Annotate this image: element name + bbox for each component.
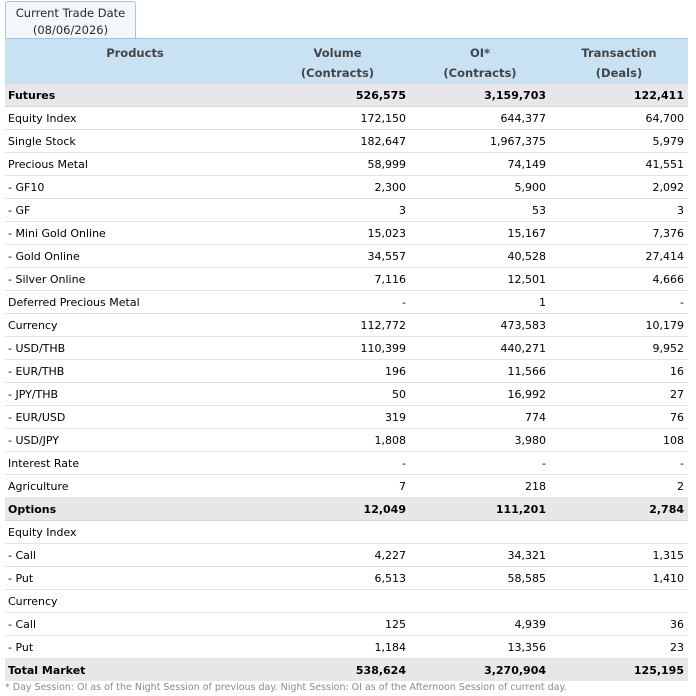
current-trade-date-tab[interactable] xyxy=(5,1,136,38)
volume-cell: 7 xyxy=(265,475,410,498)
oi-cell: 16,992 xyxy=(410,383,550,406)
transaction-cell: 1,410 xyxy=(550,567,688,590)
oi-cell: 34,321 xyxy=(410,544,550,567)
oi-cell: 40,528 xyxy=(410,245,550,268)
table-row xyxy=(5,176,688,199)
volume-cell: 125 xyxy=(265,613,410,636)
transaction-cell: 10,179 xyxy=(550,314,688,337)
header-volume-unit: (Contracts) xyxy=(300,66,375,80)
header-oi-unit: (Contracts) xyxy=(443,66,517,80)
oi-cell: 218 xyxy=(410,475,550,498)
tab-date: (08/06/2026) xyxy=(32,23,109,37)
oi-cell: - xyxy=(410,452,550,475)
transaction-cell: 1,315 xyxy=(550,544,688,567)
volume-cell: - xyxy=(265,291,410,314)
header-oi xyxy=(410,39,550,84)
oi-cell xyxy=(410,590,550,613)
product-cell: Options xyxy=(5,498,265,521)
transaction-cell xyxy=(550,590,688,613)
section-row xyxy=(5,498,688,521)
volume-cell: 3 xyxy=(265,199,410,222)
product-cell: - USD/JPY xyxy=(5,429,265,452)
volume-cell: 112,772 xyxy=(265,314,410,337)
oi-cell xyxy=(410,521,550,544)
volume-cell: 34,557 xyxy=(265,245,410,268)
table-header-row xyxy=(5,39,688,84)
product-cell: Equity Index xyxy=(5,107,265,130)
volume-cell: 196 xyxy=(265,360,410,383)
transaction-cell: 4,666 xyxy=(550,268,688,291)
product-cell: - Mini Gold Online xyxy=(5,222,265,245)
oi-cell: 53 xyxy=(410,199,550,222)
product-cell: Single Stock xyxy=(5,130,265,153)
transaction-cell: 27 xyxy=(550,383,688,406)
table-row xyxy=(5,153,688,176)
volume-cell: 319 xyxy=(265,406,410,429)
table-row xyxy=(5,291,688,314)
table-row xyxy=(5,268,688,291)
transaction-cell: 122,411 xyxy=(550,84,688,107)
table-row xyxy=(5,314,688,337)
table-row xyxy=(5,521,688,544)
oi-cell: 3,270,904 xyxy=(410,659,550,682)
table-row xyxy=(5,199,688,222)
transaction-cell: 2,092 xyxy=(550,176,688,199)
product-cell: - Put xyxy=(5,636,265,659)
transaction-cell: 23 xyxy=(550,636,688,659)
volume-cell: 7,116 xyxy=(265,268,410,291)
header-transaction-unit: (Deals) xyxy=(595,66,643,80)
volume-cell: 58,999 xyxy=(265,153,410,176)
volume-cell: 6,513 xyxy=(265,567,410,590)
header-products xyxy=(5,39,265,84)
table-row xyxy=(5,590,688,613)
transaction-cell: 5,979 xyxy=(550,130,688,153)
oi-cell: 1 xyxy=(410,291,550,314)
transaction-cell: 3 xyxy=(550,199,688,222)
volume-cell: 538,624 xyxy=(265,659,410,682)
header-volume xyxy=(265,39,410,84)
table-row xyxy=(5,222,688,245)
transaction-cell: 16 xyxy=(550,360,688,383)
table-row xyxy=(5,383,688,406)
header-volume-label: Volume xyxy=(313,46,362,60)
transaction-cell: 7,376 xyxy=(550,222,688,245)
oi-cell: 111,201 xyxy=(410,498,550,521)
table-row xyxy=(5,613,688,636)
oi-cell: 3,159,703 xyxy=(410,84,550,107)
header-transaction-label: Transaction xyxy=(581,46,657,60)
product-cell: - EUR/THB xyxy=(5,360,265,383)
table-row xyxy=(5,567,688,590)
volume-cell xyxy=(265,521,410,544)
transaction-cell: 108 xyxy=(550,429,688,452)
transaction-cell: 2 xyxy=(550,475,688,498)
header-oi-label: OI* xyxy=(469,46,491,60)
table-row xyxy=(5,636,688,659)
oi-cell: 4,939 xyxy=(410,613,550,636)
table-row xyxy=(5,130,688,153)
product-cell: Interest Rate xyxy=(5,452,265,475)
volume-cell xyxy=(265,590,410,613)
oi-cell: 3,980 xyxy=(410,429,550,452)
oi-cell: 74,149 xyxy=(410,153,550,176)
product-cell: Precious Metal xyxy=(5,153,265,176)
product-cell: - Put xyxy=(5,567,265,590)
table-row xyxy=(5,245,688,268)
header-transaction xyxy=(550,39,688,84)
oi-cell: 473,583 xyxy=(410,314,550,337)
product-cell: - EUR/USD xyxy=(5,406,265,429)
product-cell: - GF10 xyxy=(5,176,265,199)
transaction-cell: 9,952 xyxy=(550,337,688,360)
product-cell: - GF xyxy=(5,199,265,222)
product-cell: Currency xyxy=(5,590,265,613)
volume-cell: 2,300 xyxy=(265,176,410,199)
product-cell: - Call xyxy=(5,544,265,567)
footnote: * Day Session: OI as of the Night Session of previous day. Night Session: OI as of the Afternoon Session of current day. xyxy=(5,682,567,693)
transaction-cell xyxy=(550,521,688,544)
product-cell: Currency xyxy=(5,314,265,337)
market-summary-table xyxy=(5,39,688,681)
table-row xyxy=(5,107,688,130)
tab-title: Current Trade Date xyxy=(15,6,126,20)
volume-cell: 526,575 xyxy=(265,84,410,107)
transaction-cell: 27,414 xyxy=(550,245,688,268)
table-row xyxy=(5,429,688,452)
table-row xyxy=(5,544,688,567)
transaction-cell: 125,195 xyxy=(550,659,688,682)
transaction-cell: 2,784 xyxy=(550,498,688,521)
transaction-cell: 41,551 xyxy=(550,153,688,176)
product-cell: Total Market xyxy=(5,659,265,682)
volume-cell: 50 xyxy=(265,383,410,406)
transaction-cell: 76 xyxy=(550,406,688,429)
oi-cell: 5,900 xyxy=(410,176,550,199)
table-row xyxy=(5,452,688,475)
oi-cell: 774 xyxy=(410,406,550,429)
oi-cell: 58,585 xyxy=(410,567,550,590)
volume-cell: 172,150 xyxy=(265,107,410,130)
volume-cell: 4,227 xyxy=(265,544,410,567)
transaction-cell: 64,700 xyxy=(550,107,688,130)
product-cell: - USD/THB xyxy=(5,337,265,360)
volume-cell: 1,808 xyxy=(265,429,410,452)
oi-cell: 644,377 xyxy=(410,107,550,130)
product-cell: - Gold Online xyxy=(5,245,265,268)
table-row xyxy=(5,337,688,360)
product-cell: - Silver Online xyxy=(5,268,265,291)
volume-cell: 110,399 xyxy=(265,337,410,360)
oi-cell: 13,356 xyxy=(410,636,550,659)
oi-cell: 440,271 xyxy=(410,337,550,360)
oi-cell: 12,501 xyxy=(410,268,550,291)
product-cell: Equity Index xyxy=(5,521,265,544)
product-cell: - Call xyxy=(5,613,265,636)
transaction-cell: 36 xyxy=(550,613,688,636)
product-cell: Futures xyxy=(5,84,265,107)
table-row xyxy=(5,475,688,498)
table-row xyxy=(5,360,688,383)
transaction-cell: - xyxy=(550,291,688,314)
oi-cell: 1,967,375 xyxy=(410,130,550,153)
volume-cell: 12,049 xyxy=(265,498,410,521)
header-products-label: Products xyxy=(106,46,164,60)
product-cell: - JPY/THB xyxy=(5,383,265,406)
volume-cell: 182,647 xyxy=(265,130,410,153)
volume-cell: 15,023 xyxy=(265,222,410,245)
table-row xyxy=(5,406,688,429)
product-cell: Deferred Precious Metal xyxy=(5,291,265,314)
total-row xyxy=(5,659,688,682)
section-row xyxy=(5,84,688,107)
volume-cell: - xyxy=(265,452,410,475)
product-cell: Agriculture xyxy=(5,475,265,498)
oi-cell: 11,566 xyxy=(410,360,550,383)
volume-cell: 1,184 xyxy=(265,636,410,659)
transaction-cell: - xyxy=(550,452,688,475)
oi-cell: 15,167 xyxy=(410,222,550,245)
